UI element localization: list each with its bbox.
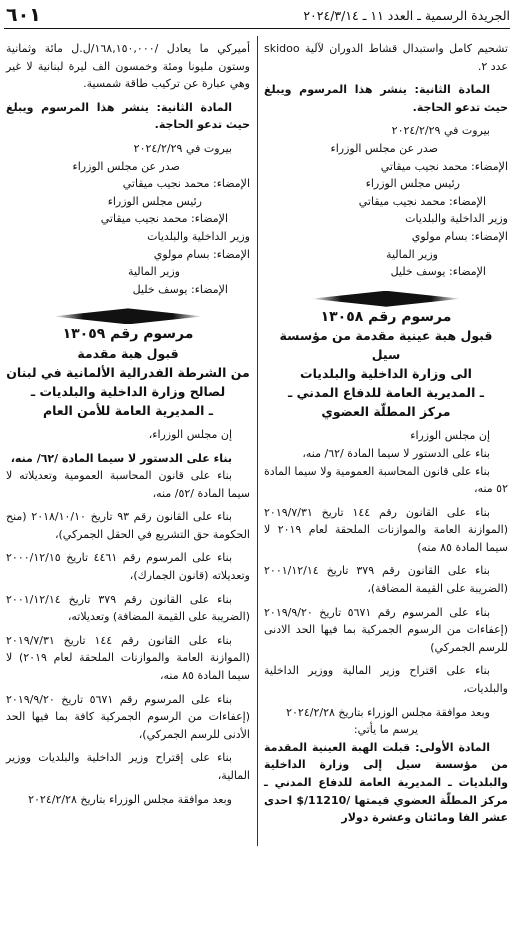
signature-finance: الإمضاء: يوسف خليل xyxy=(132,282,228,296)
finance-minister-label: وزير المالية xyxy=(386,247,438,261)
signature-finance: الإمضاء: يوسف خليل xyxy=(390,265,486,279)
page-header xyxy=(4,4,510,29)
body-line: بناء على القانون رقم ١٤٤ تاريخ ٢٠١٩/٧/٣١ (الموازنة العامة والموازنات الملحقة لعام ٢٠١٩ لا سيما المادة ٨٥ منه) xyxy=(264,505,508,554)
signature-pm: الإمضاء: محمد نجيب ميقاتي xyxy=(122,177,250,191)
decree-subject-1: قبول هبة مقدمة xyxy=(77,345,179,361)
right-column xyxy=(264,40,508,827)
body-line: بناء على القانون رقم ٣٧٩ تاريخ ٢٠٠١/١٢/١٤ (الضريبة على القيمة المضافة) وتعديلاته، xyxy=(6,592,250,624)
decree-title: مرسوم رقم ١٣٠٥٨ xyxy=(320,308,452,325)
pm-label: رئيس مجلس الوزراء xyxy=(107,194,202,208)
body-line: بناء على المرسوم رقم ٥٦٧١ تاريخ ٢٠١٩/٩/٢٠ (إعفاءات من الرسوم الجمركية كافة بما فيها الحد الأدنى للرسم الجمركي)، xyxy=(6,692,250,741)
decree-subject-2: من الشرطة الفدرالية الألمانية في لبنان xyxy=(6,364,250,380)
issued-by: صدر عن مجلس الوزراء xyxy=(330,141,438,155)
signature-pm: الإمضاء: محمد نجيب ميقاتي xyxy=(380,159,508,173)
decree-subject-2: الى وزارة الداخلية والبلديات xyxy=(300,366,472,382)
decree-clause: يرسم ما يأتي: xyxy=(353,723,419,737)
signature-pm-2: الإمضاء: محمد نجيب ميقاتي xyxy=(100,212,228,226)
body-line: إن مجلس الوزراء، xyxy=(148,427,232,441)
body-line: بناء على المرسوم رقم ٥٦٧١ تاريخ ٢٠١٩/٩/٢٠ (إعفاءات من الرسوم الجمركية بما فيها الحد الادنى للرسم الجمركي) xyxy=(264,605,508,654)
date-line: بيروت في ٢٠٢٤/٢/٢٩ xyxy=(133,141,232,155)
decree-subject-4: مركز المطلّة العضوي xyxy=(321,404,451,420)
column-divider xyxy=(257,36,258,846)
body-line: بناء على القانون رقم ٣٧٩ تاريخ ٢٠٠١/١٢/١٤ (الضريبة على القيمة المضافة)، xyxy=(264,564,508,596)
decree-title: مرسوم رقم ١٣٠٥٩ xyxy=(62,326,194,343)
body-line: بناء على القانون رقم ١٤٤ تاريخ ٢٠١٩/٧/٣١ (الموازنة العامة والموازنات الملحقة لعام ٢٠١٩) لا سيما المادة ٨٥ منه، xyxy=(6,633,250,683)
article-2: المادة الثانية: ينشر هذا المرسوم ويبلغ حيث تدعو الحاجة. xyxy=(264,83,508,114)
intro-text: تشحيم كامل واستبدال قشاط الدوران لآلية skidoo عدد ٢. xyxy=(264,42,508,73)
body-line: بناء على اقتراح وزير المالية ووزير الداخلية والبلديات، xyxy=(264,664,508,696)
body-line: وبعد موافقة مجلس الوزراء بتاريخ ٢٠٢٤/٢/٢٨ xyxy=(28,792,232,806)
issued-by: صدر عن مجلس الوزراء xyxy=(72,159,180,173)
section-separator xyxy=(311,289,461,299)
date-line: بيروت في ٢٠٢٤/٢/٢٩ xyxy=(391,124,490,138)
interior-minister-label: وزير الداخلية والبلديات xyxy=(405,212,508,226)
decree-subject-3: ـ المديرية العامة للدفاع المدني ـ xyxy=(287,385,485,401)
body-line: بناء على المرسوم رقم ٤٤٦١ تاريخ ٢٠٠٠/١٢/١٥ وتعديلاته (قانون الجمارك)، xyxy=(6,551,250,583)
body-line: بناء على الدستور لا سيما المادة /٦٢/ منه، xyxy=(302,446,490,460)
decree-subject-1: قبول هبة عينية مقدمة من مؤسسة سيل xyxy=(279,328,493,363)
article-1: المادة الأولى: قبلت الهبة العينية المقدمة من مؤسسة سيل إلى وزارة الداخلية والبلديات ـ المديرية العامة للدفاع المدني ـ مركز المطلّة العضوي قيمتها /11210/$ احدى عشر الفا ومائتان وعشرة دولار xyxy=(264,740,508,825)
decree-subject-4: ـ المديرية العامة للأمن العام xyxy=(42,402,214,418)
decree-subject-3: لصالح وزارة الداخلية والبلديات ـ xyxy=(30,383,226,399)
body-line: بناء على قانون المحاسبة العمومية ولا سيما المادة ٥٢ منه، xyxy=(264,464,508,496)
body-line: بناء على إقتراح وزير الداخلية والبلديات ووزير المالية، xyxy=(6,751,250,782)
body-line: بناء على قانون المحاسبة العمومية وتعديلاته لا سيما المادة /٥٢/ منه، xyxy=(6,469,250,500)
signature-interior: الإمضاء: بسام مولوي xyxy=(411,229,508,243)
section-separator xyxy=(53,306,203,316)
gazette-title: الجريدة الرسمية ـ العدد ١١ ـ ٢٠٢٤/٣/١٤ xyxy=(303,8,510,23)
article-2: المادة الثانية: ينشر هذا المرسوم ويبلغ حيث تدعو الحاجة. xyxy=(6,100,250,132)
left-column xyxy=(6,40,250,808)
body-line: بناء على الدستور لا سيما المادة /٦٢/ منه، xyxy=(10,451,232,465)
pm-label: رئيس مجلس الوزراء xyxy=(365,177,460,191)
body-line: بناء على القانون رقم ٩٣ تاريخ ٢٠١٨/١٠/١٠ (منح الحكومة حق التشريع في الحقل الجمركي)، xyxy=(6,510,250,541)
signature-pm-2: الإمضاء: محمد نجيب ميقاتي xyxy=(358,194,486,208)
body-line: وبعد موافقة مجلس الوزراء بتاريخ ٢٠٢٤/٢/٢٨ xyxy=(286,705,490,719)
page-number: ٦٠١ xyxy=(6,4,41,26)
finance-minister-label: وزير المالية xyxy=(128,265,180,279)
body-line: إن مجلس الوزراء xyxy=(410,429,490,443)
interior-minister-label: وزير الداخلية والبلديات xyxy=(147,229,250,243)
intro-text: أميركي ما يعادل /١٦٨,١٥٠,٠٠٠/ل.ل مائة وثمانية وستون مليونا ومئة وخمسون الف ليرة لبنانية لا غير وهي عبارة عن تركيب طاقة شمسية. xyxy=(6,42,251,91)
signature-interior: الإمضاء: بسام مولوي xyxy=(153,247,250,261)
